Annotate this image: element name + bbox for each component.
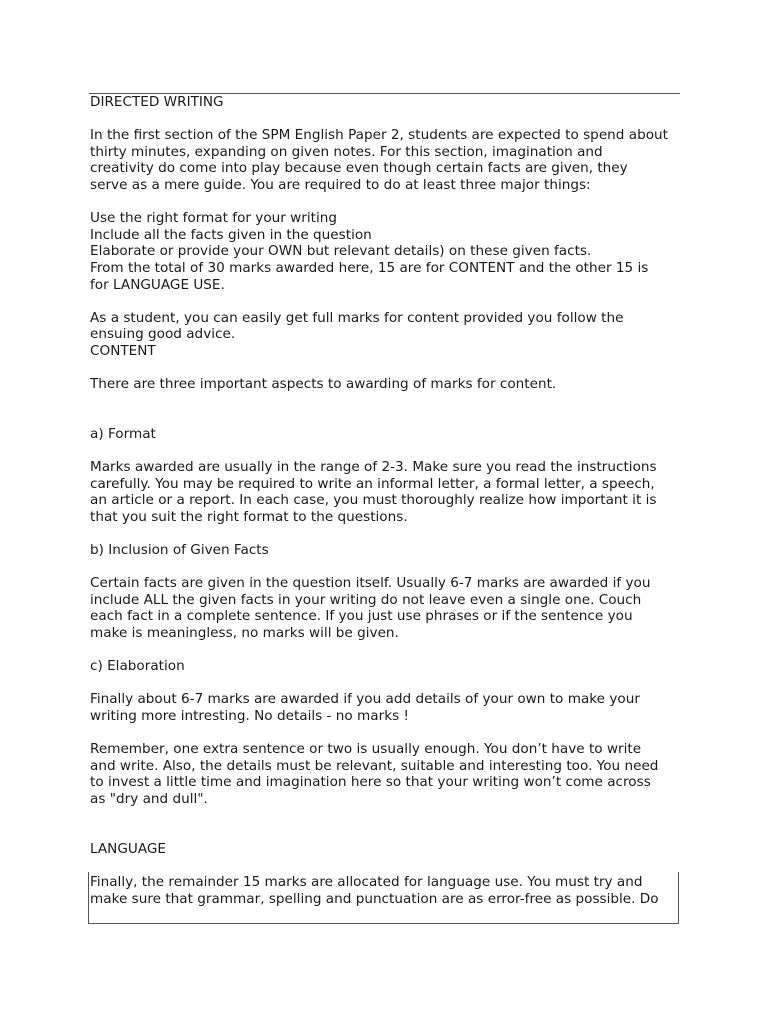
text-line: Elaborate or provide your OWN but relevant details) on these given facts.	[90, 243, 592, 260]
text-line: creativity do come into play because even though certain facts are given, they	[90, 160, 628, 177]
elaboration-paragraph	[90, 691, 685, 724]
content-intro: There are three important aspects to awarding of marks for content.	[90, 376, 557, 393]
major-things-list	[90, 210, 685, 293]
format-heading: a) Format	[90, 425, 156, 442]
text-line: that you suit the right format to the questions.	[90, 508, 408, 525]
text-line: thirty minutes, expanding on given notes. For this section, imagination and	[90, 143, 603, 160]
text-line: carefully. You may be required to write an informal letter, a formal letter, a speech,	[90, 475, 655, 492]
content-heading: CONTENT	[90, 342, 156, 359]
text-line: Use the right format for your writing	[90, 210, 338, 227]
text-line: for LANGUAGE USE.	[90, 276, 225, 293]
text-line: include ALL the given facts in your writing do not leave even a single one. Couch	[90, 591, 642, 608]
facts-paragraph	[90, 575, 685, 641]
text-line: each fact in a complete sentence. If you just use phrases or if the sentence you	[90, 608, 633, 625]
text-line: Certain facts are given in the question itself. Usually 6-7 marks are awarded if you	[90, 575, 651, 592]
advice-paragraph	[90, 310, 685, 343]
intro-paragraph	[90, 127, 685, 193]
page-heading: DIRECTED WRITING	[90, 94, 224, 110]
text-line: to invest a little time and imagination here so that your writing won’t come across	[90, 774, 651, 791]
text-line: writing more intresting. No details - no marks !	[90, 707, 409, 724]
facts-heading: b) Inclusion of Given Facts	[90, 542, 269, 559]
text-line: ensuing good advice.	[90, 326, 236, 343]
text-line: an article or a report. In each case, you must thoroughly realize how important it is	[90, 492, 657, 509]
text-line: In the first section of the SPM English Paper 2, students are expected to spend about	[90, 127, 668, 144]
text-line: Finally about 6-7 marks are awarded if you add details of your own to make your	[90, 691, 640, 708]
text-line: serve as a mere guide. You are required to do at least three major things:	[90, 176, 591, 193]
language-box-border	[88, 872, 679, 924]
text-line: as "dry and dull".	[90, 790, 208, 807]
text-line: Marks awarded are usually in the range of 2-3. Make sure you read the instructions	[90, 459, 657, 476]
format-paragraph	[90, 459, 685, 525]
text-line: As a student, you can easily get full marks for content provided you follow the	[90, 309, 624, 326]
text-line: make sure that grammar, spelling and punctuation are as error-free as possible. Do	[90, 890, 659, 907]
document-body	[90, 94, 685, 907]
text-line: Remember, one extra sentence or two is usually enough. You don’t have to write	[90, 741, 642, 758]
text-line: make is meaningless, no marks will be given.	[90, 625, 399, 641]
text-line: Include all the facts given in the question	[90, 226, 372, 243]
text-line: From the total of 30 marks awarded here, 15 are for CONTENT and the other 15 is	[90, 259, 649, 276]
remember-paragraph	[90, 741, 685, 807]
text-line: and write. Also, the details must be relevant, suitable and interesting too. You need	[90, 757, 659, 774]
text-line: Finally, the remainder 15 marks are allocated for language use. You must try and	[90, 873, 643, 890]
elaboration-heading: c) Elaboration	[90, 658, 185, 675]
language-heading: LANGUAGE	[90, 840, 167, 857]
